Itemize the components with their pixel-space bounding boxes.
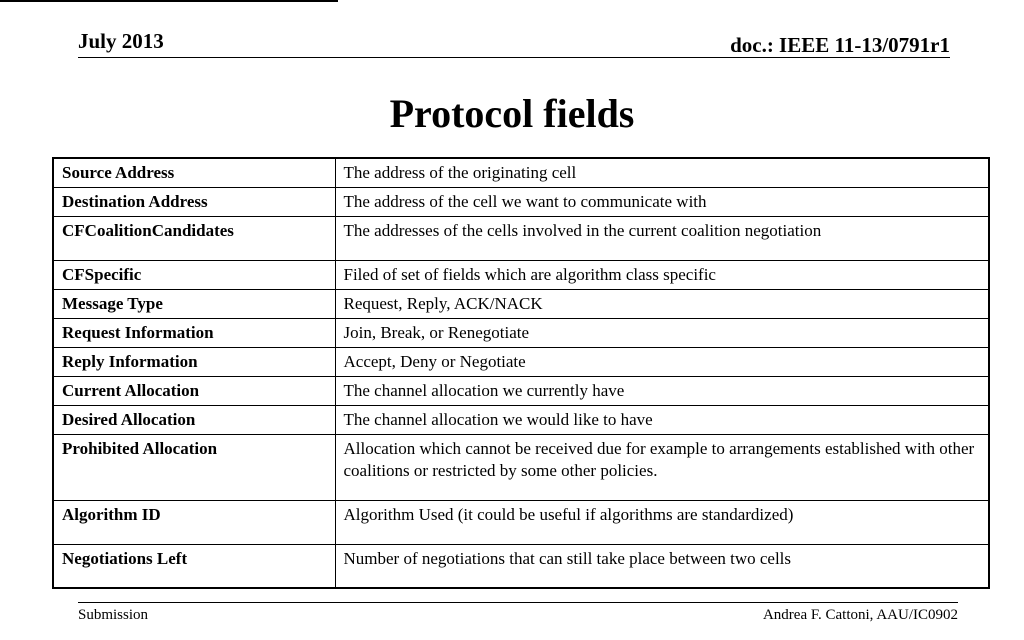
field-name: Negotiations Left [53,544,335,588]
footer-submission: Submission [78,607,149,623]
slide-title: Protocol fields [389,91,635,136]
field-description: Filed of set of fields which are algorithm class specific [335,260,989,289]
field-description: The addresses of the cells involved in the current coalition negotiation [335,216,989,260]
table-row [53,216,989,260]
table-row [53,376,989,405]
table-row [53,500,989,544]
table-row [53,260,989,289]
header-date: July 2013 [78,29,164,53]
field-description: The address of the cell we want to communicate with [335,187,989,216]
footer-rule [78,602,958,603]
field-description: Accept, Deny or Negotiate [335,347,989,376]
field-name: Reply Information [53,347,335,376]
field-description: The address of the originating cell [335,158,989,187]
field-description: Request, Reply, ACK/NACK [335,289,989,318]
field-name: CFCoalitionCandidates [53,216,335,260]
table-row [53,405,989,434]
table-row [53,187,989,216]
field-description: Number of negotiations that can still take place between two cells [335,544,989,588]
field-name: Prohibited Allocation [53,434,335,500]
protocol-fields-table [52,157,990,589]
top-rule [0,0,338,2]
field-description: The channel allocation we currently have [335,376,989,405]
field-name: Source Address [53,158,335,187]
field-description: The channel allocation we would like to have [335,405,989,434]
field-name: Current Allocation [53,376,335,405]
header-rule [78,57,950,58]
field-description: Join, Break, or Renegotiate [335,318,989,347]
table-row [53,289,989,318]
field-name: Request Information [53,318,335,347]
field-name: Destination Address [53,187,335,216]
footer-author: Andrea F. Cattoni, AAU/IC0902 [762,607,958,623]
field-description: Algorithm Used (it could be useful if algorithms are standardized) [335,500,989,544]
table-row [53,544,989,588]
field-name: CFSpecific [53,260,335,289]
field-name: Message Type [53,289,335,318]
table-row [53,318,989,347]
field-description: Allocation which cannot be received due for example to arrangements established with other coalitions or restricted by some other policies. [335,434,989,500]
field-name: Desired Allocation [53,405,335,434]
field-name: Algorithm ID [53,500,335,544]
header-doc-number: doc.: IEEE 11-13/0791r1 [730,33,950,57]
table-row [53,347,989,376]
table-row [53,158,989,187]
table-row [53,434,989,500]
